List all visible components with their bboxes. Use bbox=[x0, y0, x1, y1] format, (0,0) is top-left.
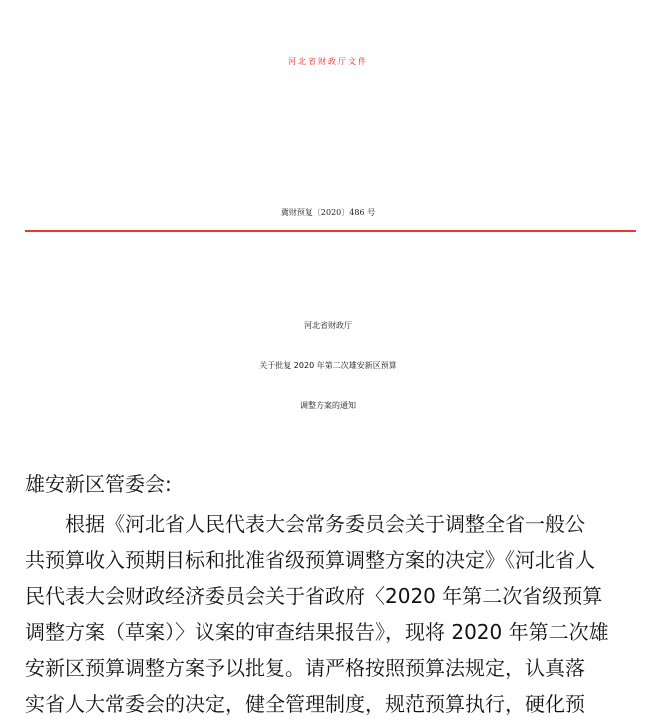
body-paragraph-line: 安新区预算调整方案予以批复。请严格按照预算法规定，认真落 bbox=[25, 656, 585, 680]
masthead-title: 河北省财政厅文件 bbox=[288, 57, 368, 66]
title-line-1: 河北省财政厅 bbox=[304, 321, 352, 330]
body-paragraph-line: 根据《河北省人民代表大会常务委员会关于调整全省一般公 bbox=[65, 512, 585, 536]
salutation: 雄安新区管委会: bbox=[25, 472, 172, 496]
body-paragraph-line: 调整方案（草案）〉议案的审查结果报告》，现将 2020 年第二次雄 bbox=[25, 620, 609, 644]
title-line-2: 关于批复 2020 年第二次雄安新区预算 bbox=[259, 361, 397, 370]
body-paragraph-line: 实省人大常委会的决定，健全管理制度，规范预算执行，硬化预 bbox=[25, 692, 585, 716]
body-paragraph-line: 民代表大会财政经济委员会关于省政府〈2020 年第二次省级预算 bbox=[25, 584, 603, 608]
red-divider-line bbox=[25, 230, 636, 232]
body-paragraph-line: 共预算收入预期目标和批准省级预算调整方案的决定》《河北省人 bbox=[25, 548, 595, 572]
document-number: 冀财预复〔2020〕486 号 bbox=[280, 208, 376, 217]
title-line-3: 调整方案的通知 bbox=[300, 401, 356, 410]
